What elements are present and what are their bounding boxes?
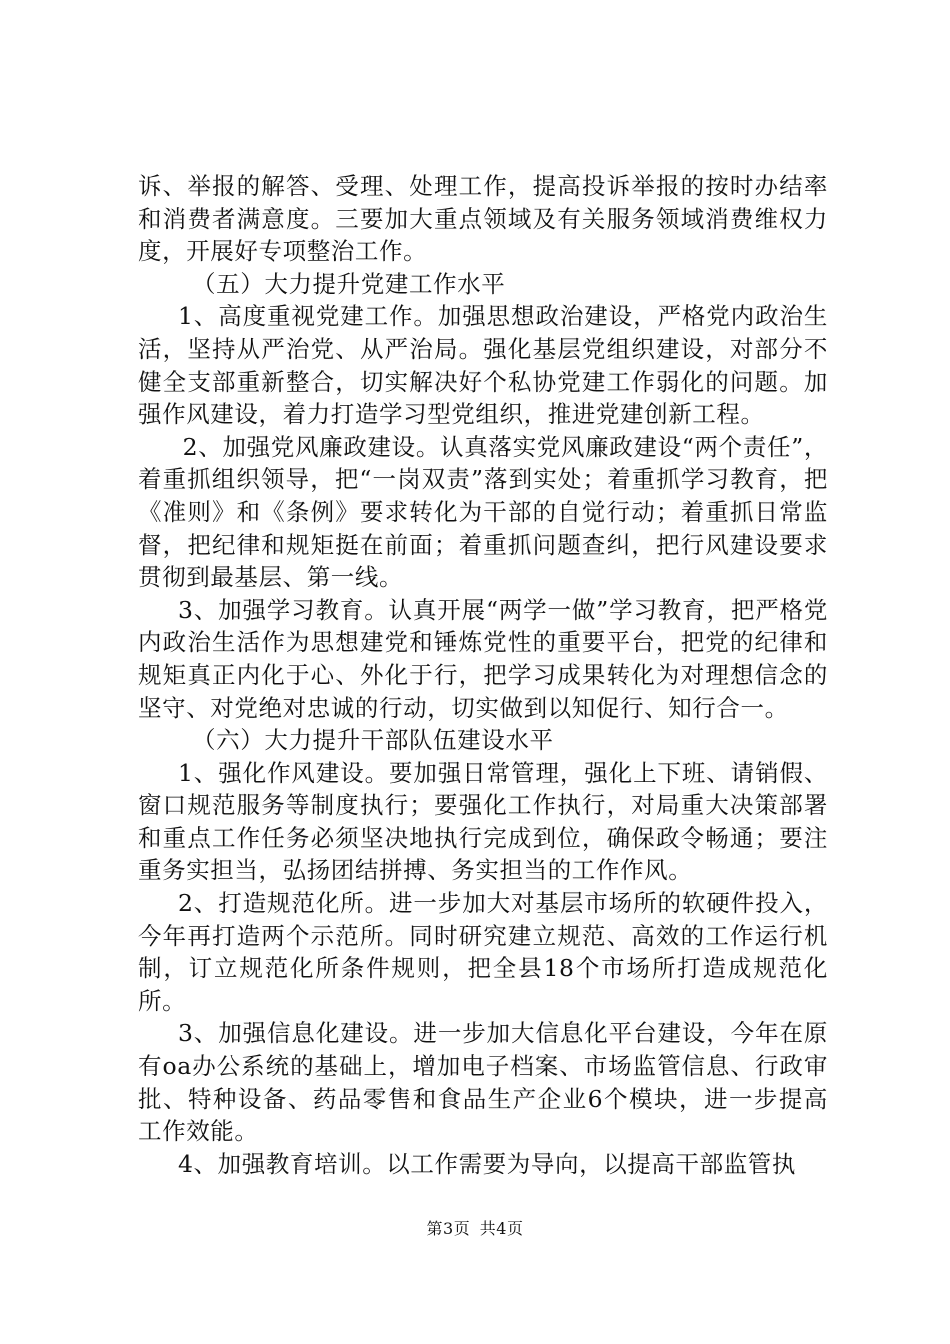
document-body xyxy=(138,170,828,1180)
paragraph-training: 4、加强教育培训。以工作需要为导向，以提高干部监管执 xyxy=(177,1149,796,1178)
paragraph-standard-stations: 2、打造规范化所。进一步加大对基层市场所的软硬件投入，今年再打造两个示范所。同时研究建立规范、高效的工作运行机制，订立规范化所条件规则，把全县18个市场所打造成规范化所。 xyxy=(138,889,828,1015)
paragraph-continuation: 诉、举报的解答、受理、处理工作，提高投诉举报的按时办结率和消费者满意度。三要加大重点领域及有关服务领域消费维权力度，开展好专项整治工作。 xyxy=(138,172,828,266)
section-heading-5: （五）大力提升党建工作水平 xyxy=(192,269,506,298)
page-footer xyxy=(0,1216,950,1239)
paragraph-study-education: 3、加强学习教育。认真开展“两学一做”学习教育，把严格党内政治生活作为思想建党和锤炼党性的重要平台，把党的纪律和规矩真正内化于心、外化于行，把学习成果转化为对理想信念的坚守、对党绝对忠诚的行动，切实做到以知促行、知行合一。 xyxy=(138,595,828,722)
paragraph-informatization: 3、加强信息化建设。进一步加大信息化平台建设，今年在原有oa办公系统的基础上，增加电子档案、市场监管信息、行政审批、特种设备、药品零售和食品生产企业6个模块，进一步提高工作效能。 xyxy=(138,1019,828,1146)
page-number: 第3页 xyxy=(426,1219,471,1238)
paragraph-party-building: 1、高度重视党建工作。加强思想政治建设，严格党内政治生活，坚持从严治党、从严治局。强化基层党组织建设，对部分不健全支部重新整合，切实解决好个私协党建工作弱化的问题。加强作风建设，着力打造学习型党组织，推进党建创新工程。 xyxy=(138,302,828,429)
paragraph-work-style: 1、强化作风建设。要加强日常管理，强化上下班、请销假、窗口规范服务等制度执行；要强化工作执行，对局重大决策部署和重点工作任务必须坚决地执行完成到位，确保政令畅通；要注重务实担当，弘扬团结拼搏、务实担当的工作作风。 xyxy=(138,758,828,885)
paragraph-clean-governance: 2、加强党风廉政建设。认真落实党风廉政建设“两个责任”，着重抓组织领导，把“一岗双责”落到实处；着重抓学习教育，把《准则》和《条例》要求转化为干部的自觉行动；着重抓日常监督，把纪律和规矩挺在前面；着重抓问题查纠，把行风建设要求贯彻到最基层、第一线。 xyxy=(138,432,828,592)
section-heading-6: （六）大力提升干部队伍建设水平 xyxy=(192,726,554,755)
page-total: 共4页 xyxy=(479,1219,524,1238)
